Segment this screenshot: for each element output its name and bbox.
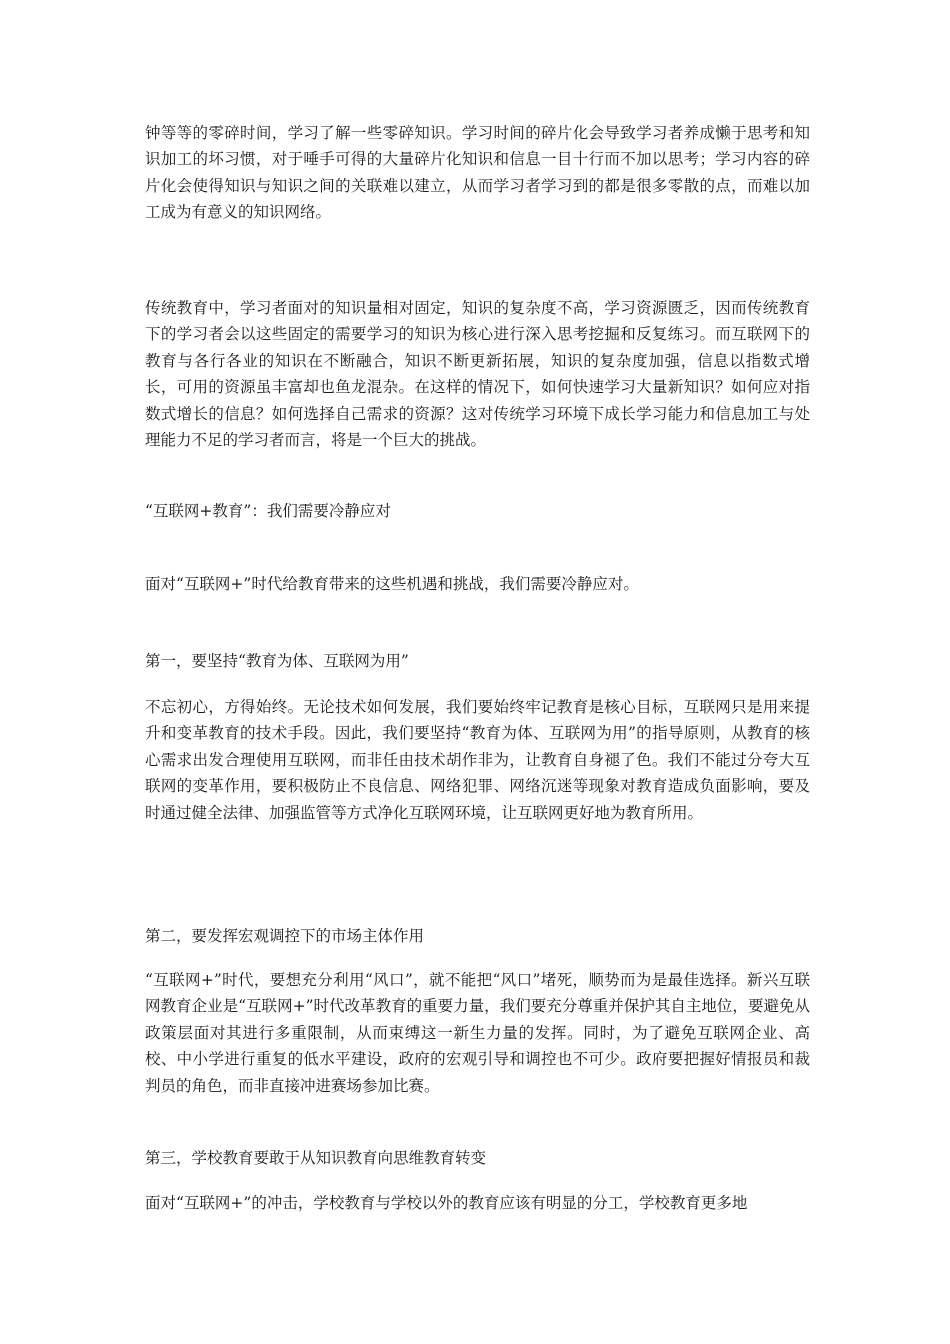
subheading-point-two: 第二，要发挥宏观调控下的市场主体作用 (145, 927, 425, 945)
paragraph-point-three: 面对“互联网+”的冲击，学校教育与学校以外的教育应该有明显的分工，学校教育更多地 (145, 1194, 748, 1212)
section-heading-calm-response: “互联网+教育”：我们需要冷静应对 (145, 502, 391, 520)
paragraph-point-one: 不忘初心，方得始终。无论技术如何发展，我们要始终牢记教育是核心目标，互联网只是用来提升和变革教育的技术手段。因此，我们要坚持“教育为体、互联网为用”的指导原则，从教育的核心需求出发合理使用互联网，而非任由技术胡作非为，让教育自身褪了色。我们不能过分夸大互联网的变革作用，要积极防止不良信息、网络犯罪、网络沉迷等现象对教育造成负面影响，要及时通过健全法律、加强监管等方式净化互联网环境，让互联网更好地为教育所用。 (145, 698, 810, 822)
paragraph-point-two: “互联网+”时代，要想充分利用“风口”，就不能把“风口”堵死，顺势而为是最佳选择。新兴互联网教育企业是“互联网+”时代改革教育的重要力量，我们要充分尊重并保护其自主地位，要避免从政策层面对其进行多重限制，从而束缚这一新生力量的发挥。同时，为了避免互联网企业、高校、中小学进行重复的低水平建设，政府的宏观引导和调控也不可少。政府要把握好情报员和裁判员的角色，而非直接冲进赛场参加比赛。 (145, 971, 810, 1095)
paragraph-opportunities-challenges: 面对“互联网+”时代给教育带来的这些机遇和挑战，我们需要冷静应对。 (145, 575, 639, 593)
paragraph-traditional-education: 传统教育中，学习者面对的知识量相对固定，知识的复杂度不高，学习资源匮乏，因而传统教育下的学习者会以这些固定的需要学习的知识为核心进行深入思考挖掘和反复练习。而互联网下的教育与各行各业的知识在不断融合，知识不断更新拓展，知识的复杂度加强，信息以指数式增长，可用的资源虽丰富却也鱼龙混杂。在这样的情况下，如何快速学习大量新知识？如何应对指数式增长的信息？如何选择自己需求的资源？这对传统学习环境下成长学习能力和信息加工与处理能力不足的学习者而言，将是一个巨大的挑战。 (145, 299, 810, 450)
subheading-point-one: 第一，要坚持“教育为体、互联网为用” (145, 652, 409, 670)
paragraph-fragmented-learning: 钟等等的零碎时间，学习了解一些零碎知识。学习时间的碎片化会导致学习者养成懒于思考和知识加工的坏习惯，对于唾手可得的大量碎片化知识和信息一目十行而不加以思考；学习内容的碎片化会使得知识与知识之间的关联难以建立，从而学习者学习到的都是很多零散的点，而难以加工成为有意义的知识网络。 (145, 124, 810, 222)
subheading-point-three: 第三，学校教育要敢于从知识教育向思维教育转变 (145, 1149, 487, 1167)
